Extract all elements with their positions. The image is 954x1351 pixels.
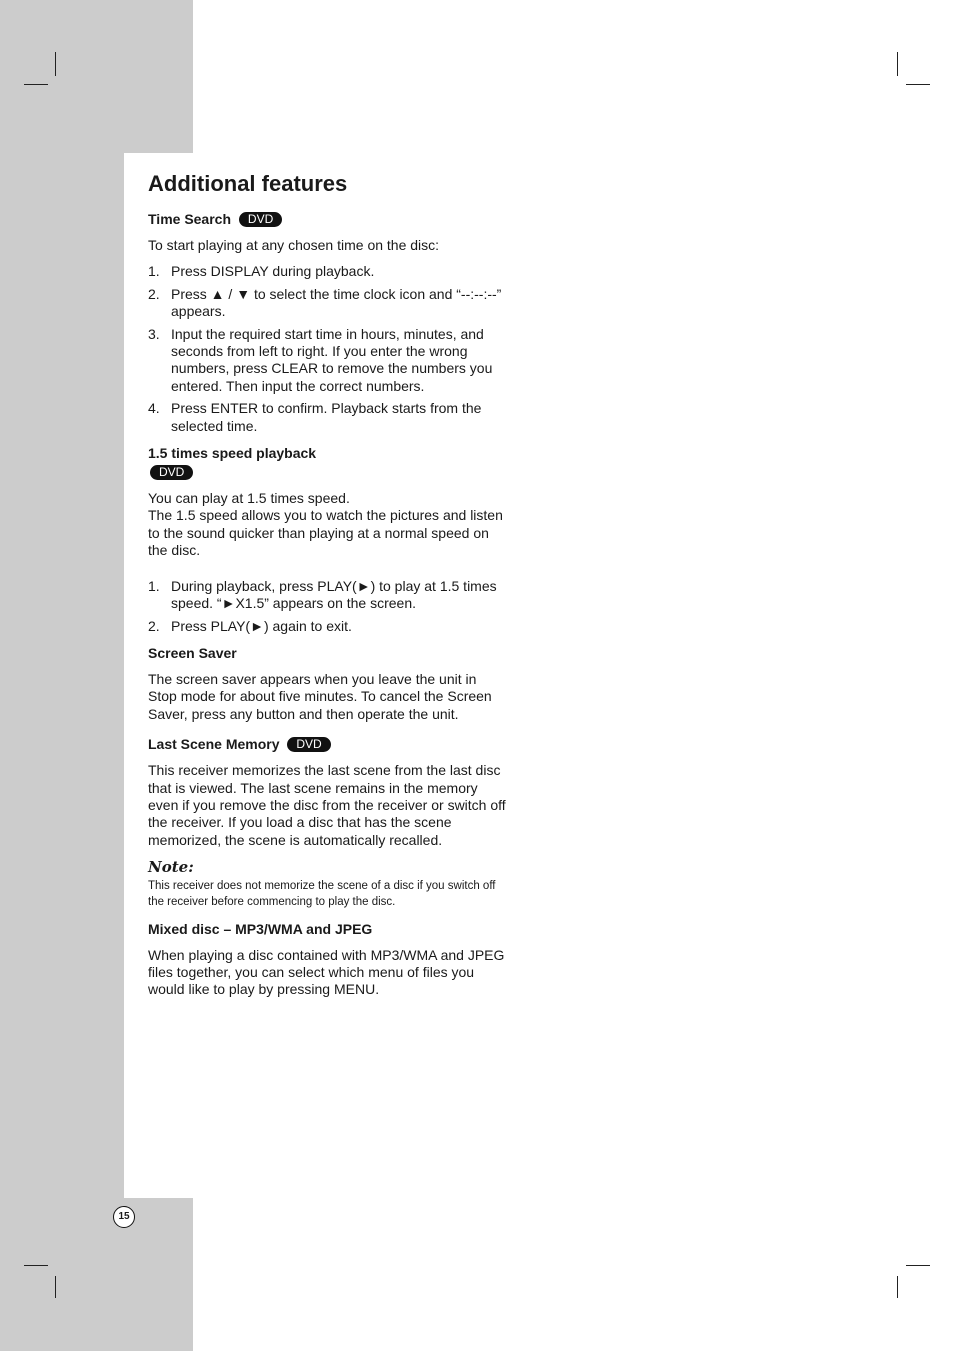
list-item [148, 578, 508, 613]
screen-saver-text: The screen saver appears when you leave the unit in Stop mode for about five minutes. To cancel the Screen Saver, press any button and then operate the unit. [148, 670, 492, 722]
crop-mark [906, 84, 930, 85]
section-heading-screen-saver: Screen Saver [148, 644, 237, 661]
intro-line-2: The 1.5 speed allows you to watch the pictures and listen to the sound quicker than playing at a normal speed on the disc. [148, 507, 503, 559]
crop-mark [24, 84, 48, 85]
note-title: Note: [148, 858, 194, 877]
step-number: 1. [148, 263, 160, 280]
step-text: Press ENTER to confirm. Playback starts from the selected time. [171, 400, 482, 434]
time-search-intro: To start playing at any chosen time on the disc: [148, 237, 440, 253]
intro-line-1: You can play at 1.5 times speed. [148, 490, 350, 507]
crop-mark [55, 52, 56, 76]
crop-mark [24, 1265, 48, 1266]
section-heading-mixed-disc: Mixed disc – MP3/WMA and JPEG [148, 920, 373, 937]
heading-text: Last Scene Memory [148, 736, 280, 753]
last-scene-text: This receiver memorizes the last scene from the last disc that is viewed. The last scene remains in the memory even if you remove the disc from the receiver or switch off the receiver. If you load a disc that has the scene memorized, the scene is automatically recalled. [148, 762, 506, 848]
step-text: Press DISPLAY during playback. [171, 263, 375, 280]
step-number: 2. [148, 285, 160, 302]
mixed-disc-text: When playing a disc contained with MP3/WMA and JPEG files together, you can select which menu of files you would like to play by pressing MENU. [148, 946, 505, 998]
gray-margin-bottom [0, 1198, 193, 1351]
note-text: This receiver does not memorize the scene of a disc if you switch off the receiver before commencing to play the disc. [148, 879, 496, 909]
section-heading-last-scene [148, 735, 508, 753]
step-text: During playback, press PLAY(►) to play at 1.5 times speed. “►X1.5” appears on the screen. [171, 577, 497, 612]
time-search-steps [148, 263, 508, 435]
page-number: 15 [113, 1206, 135, 1228]
list-item [148, 286, 508, 321]
speed-playback-steps [148, 578, 508, 635]
list-item [148, 400, 508, 435]
dvd-badge: DVD [239, 212, 282, 227]
dvd-badge: DVD [287, 737, 330, 752]
step-number: 3. [148, 325, 160, 342]
step-text: Input the required start time in hours, minutes, and seconds from left to right. If you enter the wrong numbers, press CLEAR to remove the numbers you entered. Then input the correct numbers. [171, 325, 493, 394]
gray-margin-left [0, 153, 124, 1198]
section-heading-speed-playback [148, 444, 508, 481]
step-text: Press PLAY(►) again to exit. [171, 617, 352, 634]
gray-margin-top [0, 0, 193, 153]
list-item [148, 326, 508, 396]
dvd-badge: DVD [150, 465, 193, 480]
step-text: Press ▲ / ▼ to select the time clock icon and “--:--:--” appears. [171, 285, 502, 320]
section-heading-time-search [148, 210, 508, 228]
step-number: 4. [148, 400, 160, 417]
crop-mark [897, 52, 898, 76]
page-content [148, 170, 508, 1008]
speed-playback-intro [148, 490, 508, 560]
list-item [148, 618, 508, 635]
crop-mark [906, 1265, 930, 1266]
step-number: 1. [148, 577, 160, 594]
crop-mark [897, 1276, 898, 1298]
page-title: Additional features [148, 171, 348, 196]
heading-text: Time Search [148, 211, 232, 227]
list-item [148, 263, 508, 280]
step-number: 2. [148, 617, 160, 634]
heading-text: 1.5 times speed playback [148, 445, 317, 462]
crop-mark [55, 1276, 56, 1298]
